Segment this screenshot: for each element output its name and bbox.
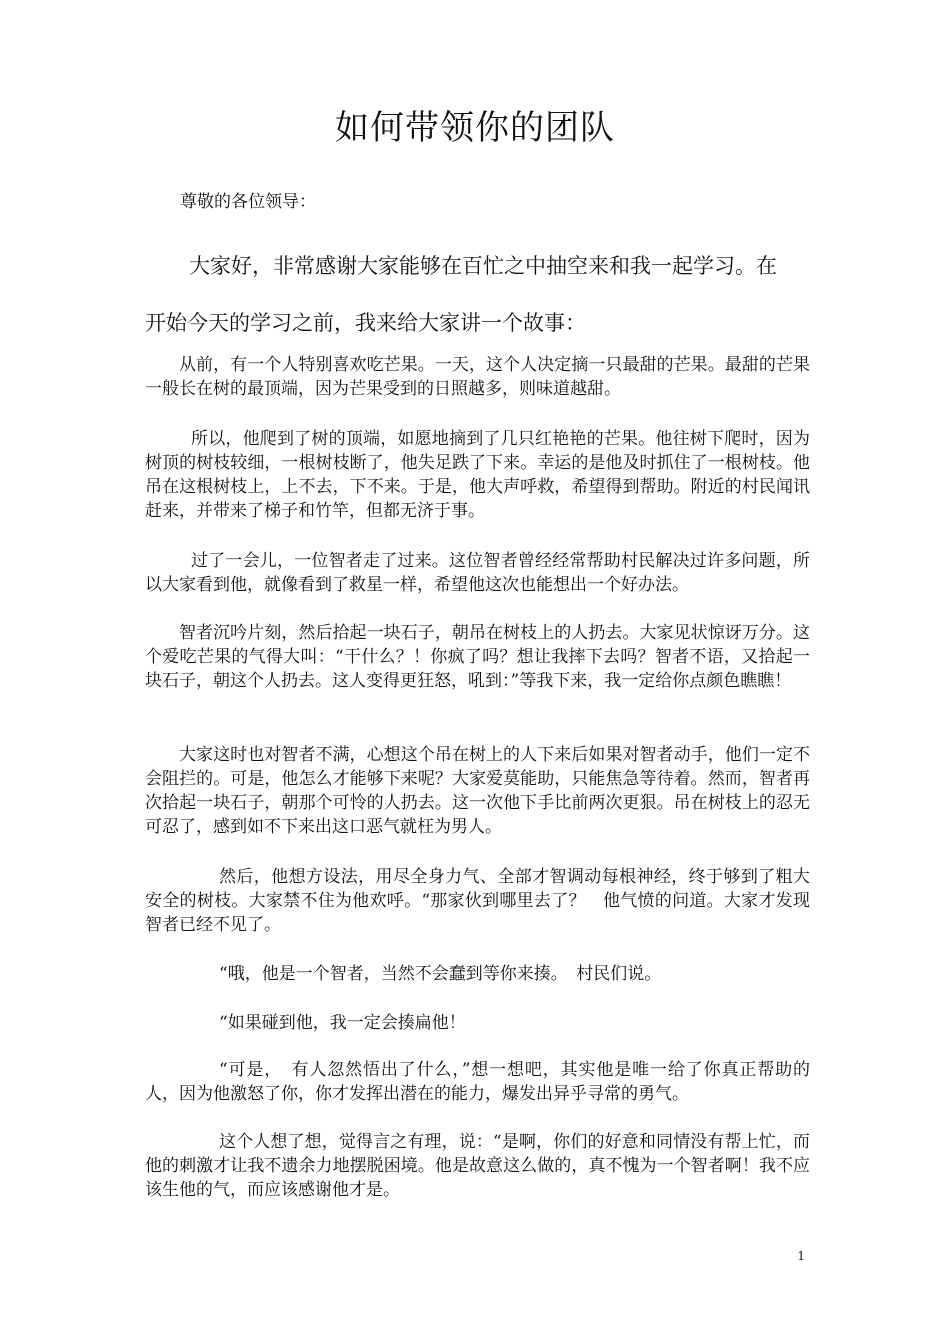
body-paragraph: “哦，他是一个智者，当然不会蠢到等你来揍。 村民们说。 [219,964,662,984]
body-paragraph: 然后，他想方设法，用尽全身力气、全部才智调动每根神经，终于够到了粗大安全的树枝。大家禁不住为他欢呼。“那家伙到哪里去了？ 他气愤的问道。大家才发现智者已经不见了。 [145,867,810,935]
body-paragraph: 过了一会儿，一位智者走了过来。这位智者曾经经常帮助村民解决过许多问题，所以大家看到他，就像看到了救星一样，希望他这次也能想出一个好办法。 [145,551,810,595]
body-paragraph: 这个人想了想，觉得言之有理，说：“是啊，你们的好意和同情没有帮上忙，而他的刺激才让我不遗余力地摆脱困境。他是故意这么做的，真不愧为一个智者啊！我不应该生他的气，而应该感谢他才是。 [145,1132,810,1200]
body-paragraph: “如果碰到他，我一定会揍扁他！ [219,1013,466,1033]
body-paragraph: 所以，他爬到了树的顶端，如愿地摘到了几只红艳艳的芒果。他往树下爬时，因为树顶的树枝较细，一根树枝断了，他失足跌了下来。幸运的是他及时抓住了一根树枝。他吊在这根树枝上，上不去，下不来。于是，他大声呼救，希望得到帮助。附近的村民闻讯赶来，并带来了梯子和竹竿，但都无济于事。 [145,429,810,521]
document-title: 如何带领你的团队 [335,108,615,148]
body-paragraph: 大家这时也对智者不满，心想这个吊在树上的人下来后如果对智者动手，他们一定不会阻拦的。可是，他怎么才能够下来呢？大家爱莫能助，只能焦急等待着。然而，智者再次拾起一块石子，朝那个可怜的人扔去。这一次他下手比前两次更狠。吊在树枝上的忍无可忍了，感到如不下来出这口恶气就枉为男人。 [145,745,810,837]
body-paragraph: 智者沉吟片刻，然后拾起一块石子，朝吊在树枝上的人扔去。大家见状惊讶万分。这个爱吃芒果的气得大叫：“干什么？！你疯了吗？想让我摔下去吗？智者不语，又拾起一块石子，朝这个人扔去。这人变得更狂怒，吼到：”等我下来，我一定给你点颜色瞧瞧！ [145,623,810,691]
page-number: 1 [797,1249,805,1263]
intro-line: 开始今天的学习之前，我来给大家讲一个故事： [145,311,586,335]
salutation: 尊敬的各位领导： [180,192,316,212]
body-paragraph: 从前，有一个人特别喜欢吃芒果。一天，这个人决定摘一只最甜的芒果。最甜的芒果一般长在树的最顶端，因为芒果受到的日照越多，则味道越甜。 [145,355,810,399]
body-paragraph: “可是， 有人忽然悟出了什么，”想一想吧，其实他是唯一给了你真正帮助的人，因为他激怒了你，你才发挥出潜在的能力，爆发出异乎寻常的勇气。 [145,1060,810,1104]
intro-paragraph [145,238,810,352]
intro-line: 大家好，非常感谢大家能够在百忙之中抽空来和我一起学习。在 [189,254,777,278]
